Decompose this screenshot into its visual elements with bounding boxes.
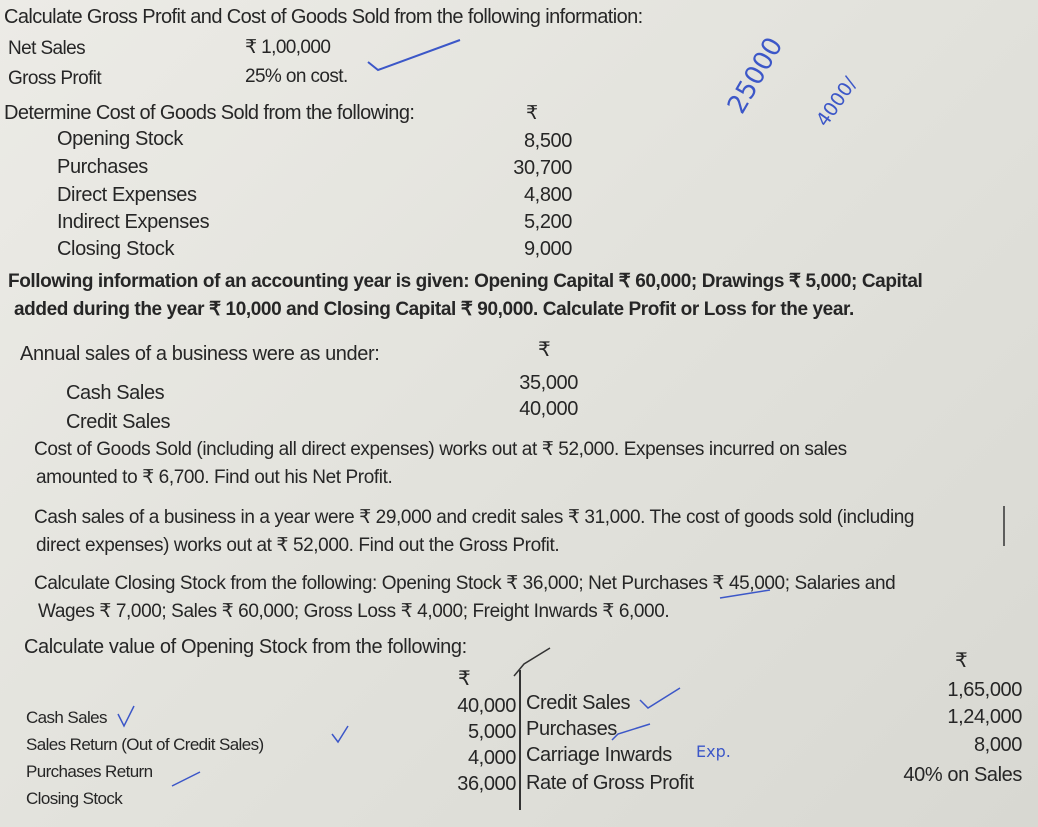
row-value: 1,65,000: [947, 679, 1022, 701]
row-value: 40% on Sales: [903, 764, 1022, 786]
row-value: 40,000: [519, 398, 578, 420]
question-text: Calculate Closing Stock from the following: Opening Stock ₹ 36,000; Net Purchases ₹ 45,000; Salaries and: [34, 573, 896, 594]
currency-header: ₹: [458, 668, 471, 690]
row-label: Closing Stock: [26, 789, 123, 808]
row-label: Purchases Return: [26, 762, 153, 781]
handwritten-note: Exp.: [696, 742, 731, 761]
row-value: 36,000: [457, 773, 516, 795]
row-label: Credit Sales: [526, 692, 631, 714]
row-value: 4,000: [467, 747, 516, 769]
row-value: 8,000: [973, 734, 1022, 756]
question-title: Calculate value of Opening Stock from the following:: [24, 636, 467, 658]
row-value: ₹ 1,00,000: [245, 37, 331, 58]
row-value: 5,000: [467, 721, 516, 743]
currency-header: ₹: [955, 650, 968, 672]
row-value: 4,800: [523, 184, 572, 206]
question-title: Calculate Gross Profit and Cost of Goods Sold from the following information:: [4, 6, 643, 28]
question-text: Wages ₹ 7,000; Sales ₹ 60,000; Gross Loss ₹ 4,000; Freight Inwards ₹ 6,000.: [38, 601, 670, 622]
question-text: Cash sales of a business in a year were ₹ 29,000 and credit sales ₹ 31,000. The cost of goods sold (including: [34, 507, 915, 528]
row-value: 25% on cost.: [245, 66, 348, 87]
row-label: Rate of Gross Profit: [526, 772, 694, 794]
question-text: Following information of an accounting year is given: Opening Capital ₹ 60,000; Drawings ₹ 5,000; Capital: [8, 271, 923, 292]
question-text: direct expenses) works out at ₹ 52,000. Find out the Gross Profit.: [36, 535, 560, 556]
handwritten-calculation: 25000: [722, 32, 790, 119]
question-title: Determine Cost of Goods Sold from the following:: [4, 102, 415, 124]
row-label: Carriage Inwards: [526, 744, 672, 766]
checkmark-icon: [640, 688, 680, 708]
checkmark-icon: [514, 648, 550, 676]
row-label: Credit Sales: [66, 411, 171, 433]
checkmark-icon: [332, 726, 348, 742]
row-label: Cash Sales: [26, 708, 107, 727]
row-label: Closing Stock: [57, 238, 175, 260]
row-value: 40,000: [457, 695, 516, 717]
row-value: 9,000: [523, 238, 572, 260]
row-label: Net Sales: [8, 38, 85, 59]
question-text: added during the year ₹ 10,000 and Closing Capital ₹ 90,000. Calculate Profit or Loss for the year.: [14, 299, 854, 320]
currency-header: ₹: [538, 339, 551, 361]
question-text: Cost of Goods Sold (including all direct expenses) works out at ₹ 52,000. Expenses incurred on sales: [34, 439, 847, 460]
row-label: Gross Profit: [8, 68, 102, 89]
checkmark-icon: [368, 40, 460, 70]
row-value: 1,24,000: [947, 706, 1022, 728]
row-label: Purchases: [526, 718, 617, 740]
checkmark-icon: [612, 724, 650, 740]
row-value: 5,200: [523, 211, 572, 233]
row-label: Indirect Expenses: [57, 211, 210, 233]
checkmark-icon: [118, 706, 134, 726]
row-value: 35,000: [519, 372, 578, 394]
row-label: Cash Sales: [66, 382, 165, 404]
question-text: amounted to ₹ 6,700. Find out his Net Profit.: [36, 467, 393, 488]
handwritten-fraction: 4000/: [812, 73, 862, 131]
row-label: Purchases: [57, 156, 148, 178]
currency-header: ₹: [526, 103, 538, 124]
row-label: Sales Return (Out of Credit Sales): [26, 735, 264, 754]
question-title: Annual sales of a business were as under:: [20, 343, 380, 365]
row-value: 8,500: [523, 130, 572, 152]
row-value: 30,700: [513, 157, 572, 179]
row-label: Direct Expenses: [57, 184, 197, 206]
row-label: Opening Stock: [57, 128, 183, 150]
